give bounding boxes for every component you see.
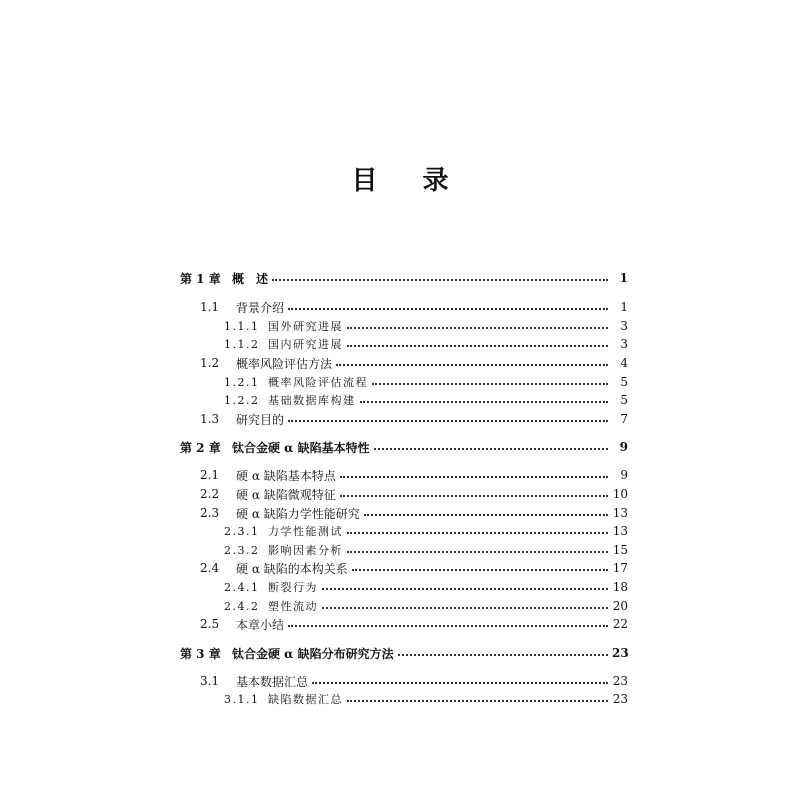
dot-leader — [340, 495, 608, 497]
dot-leader — [347, 327, 608, 329]
dot-leader — [312, 682, 608, 684]
entry-title: 研究目的 — [236, 412, 285, 427]
subsection-entry[interactable] — [224, 390, 628, 410]
entry-title: 断裂行为 — [268, 581, 318, 594]
dot-leader — [322, 607, 608, 609]
entry-page-number: 23 — [612, 692, 628, 706]
entry-number: 2.3 — [200, 506, 220, 520]
subsection-entry[interactable] — [224, 372, 628, 392]
entry-number: 1.2 — [200, 356, 220, 370]
entry-page-number: 18 — [612, 580, 628, 594]
entry-title: 背景介绍 — [236, 300, 285, 315]
entry-title: 影响因素分析 — [268, 544, 343, 557]
entry-page-number: 4 — [620, 356, 628, 370]
section-entry[interactable] — [200, 558, 628, 578]
entry-page-number: 7 — [620, 412, 628, 426]
entry-number: 第 1 章 — [180, 271, 221, 286]
section-entry[interactable] — [200, 671, 628, 691]
dot-leader — [288, 308, 608, 310]
entry-number: 2.4 — [200, 561, 220, 575]
dot-leader — [340, 476, 608, 478]
dot-leader — [272, 279, 608, 281]
entry-title: 概率风险评估流程 — [268, 376, 368, 389]
entry-title: 钛合金硬 α 缺陷基本特性 — [232, 440, 370, 455]
dot-leader — [347, 345, 608, 347]
entry-number: 3.1 — [200, 674, 220, 688]
section-entry[interactable] — [200, 614, 628, 634]
entry-title: 概 述 — [232, 271, 269, 286]
entry-page-number: 3 — [620, 337, 628, 351]
dot-leader — [347, 532, 608, 534]
dot-leader — [352, 569, 608, 571]
entry-title: 国内研究进展 — [268, 338, 343, 351]
entry-number: 2.5 — [200, 617, 220, 631]
entry-page-number: 23 — [612, 646, 629, 660]
entry-title: 力学性能测试 — [268, 525, 343, 538]
entry-page-number: 9 — [620, 468, 628, 482]
subsection-entry[interactable] — [224, 334, 628, 354]
subsection-entry[interactable] — [224, 521, 628, 541]
chapter-entry[interactable] — [180, 268, 628, 288]
entry-page-number: 10 — [612, 487, 628, 501]
entry-page-number: 13 — [612, 506, 628, 520]
subsection-entry[interactable] — [224, 577, 628, 597]
dot-leader — [288, 420, 608, 422]
entry-page-number: 22 — [612, 617, 628, 631]
dot-leader — [398, 654, 608, 656]
subsection-entry[interactable] — [224, 689, 628, 709]
entry-title: 硬 α 缺陷的本构关系 — [236, 561, 348, 576]
entry-page-number: 1 — [619, 271, 628, 285]
dot-leader — [347, 551, 608, 553]
entry-title: 概率风险评估方法 — [236, 356, 333, 371]
section-entry[interactable] — [200, 353, 628, 373]
entry-number: 1.2.1 — [224, 375, 260, 389]
entry-number: 2.2 — [200, 487, 220, 501]
section-entry[interactable] — [200, 503, 628, 523]
entry-page-number: 13 — [612, 524, 628, 538]
entry-title: 国外研究进展 — [268, 320, 343, 333]
entry-number: 2.4.1 — [224, 580, 260, 594]
entry-number: 2.1 — [200, 468, 220, 482]
dot-leader — [322, 588, 608, 590]
dot-leader — [347, 700, 608, 702]
entry-title: 本章小结 — [236, 617, 285, 632]
section-entry[interactable] — [200, 297, 628, 317]
entry-title: 硬 α 缺陷力学性能研究 — [236, 506, 360, 521]
entry-page-number: 5 — [620, 375, 628, 389]
dot-leader — [336, 364, 608, 366]
entry-number: 2.3.2 — [224, 543, 260, 557]
dot-leader — [288, 625, 608, 627]
entry-number: 1.3 — [200, 412, 220, 426]
section-entry[interactable] — [200, 465, 628, 485]
entry-number: 1.1.1 — [224, 319, 260, 333]
chapter-entry[interactable] — [180, 643, 628, 663]
entry-page-number: 1 — [620, 300, 628, 314]
entry-page-number: 15 — [612, 543, 628, 557]
section-entry[interactable] — [200, 409, 628, 429]
entry-page-number: 17 — [612, 561, 628, 575]
subsection-entry[interactable] — [224, 540, 628, 560]
entry-title: 硬 α 缺陷微观特征 — [236, 487, 336, 502]
entry-number: 1.2.2 — [224, 393, 260, 407]
entry-title: 硬 α 缺陷基本特点 — [236, 468, 336, 483]
subsection-entry[interactable] — [224, 596, 628, 616]
entry-page-number: 9 — [619, 440, 628, 454]
entry-number: 3.1.1 — [224, 692, 260, 706]
entry-number: 1.1.2 — [224, 337, 260, 351]
dot-leader — [360, 401, 609, 403]
entry-page-number: 20 — [612, 599, 628, 613]
entry-title: 基本数据汇总 — [236, 674, 309, 689]
entry-number: 2.3.1 — [224, 524, 260, 538]
entry-number: 2.4.2 — [224, 599, 260, 613]
page-title: 目 录 — [351, 166, 467, 196]
entry-number: 第 3 章 — [180, 646, 221, 661]
dot-leader — [372, 383, 608, 385]
entry-title: 钛合金硬 α 缺陷分布研究方法 — [232, 646, 394, 661]
entry-title: 缺陷数据汇总 — [268, 693, 343, 706]
entry-title: 塑性流动 — [268, 600, 318, 613]
section-entry[interactable] — [200, 484, 628, 504]
entry-page-number: 23 — [612, 674, 628, 688]
entry-number: 第 2 章 — [180, 440, 221, 455]
entry-page-number: 5 — [620, 393, 628, 407]
entry-page-number: 3 — [620, 319, 628, 333]
entry-number: 1.1 — [200, 300, 220, 314]
subsection-entry[interactable] — [224, 316, 628, 336]
chapter-entry[interactable] — [180, 437, 628, 457]
dot-leader — [364, 514, 608, 516]
dot-leader — [374, 448, 608, 450]
entry-title: 基础数据库构建 — [268, 394, 356, 407]
